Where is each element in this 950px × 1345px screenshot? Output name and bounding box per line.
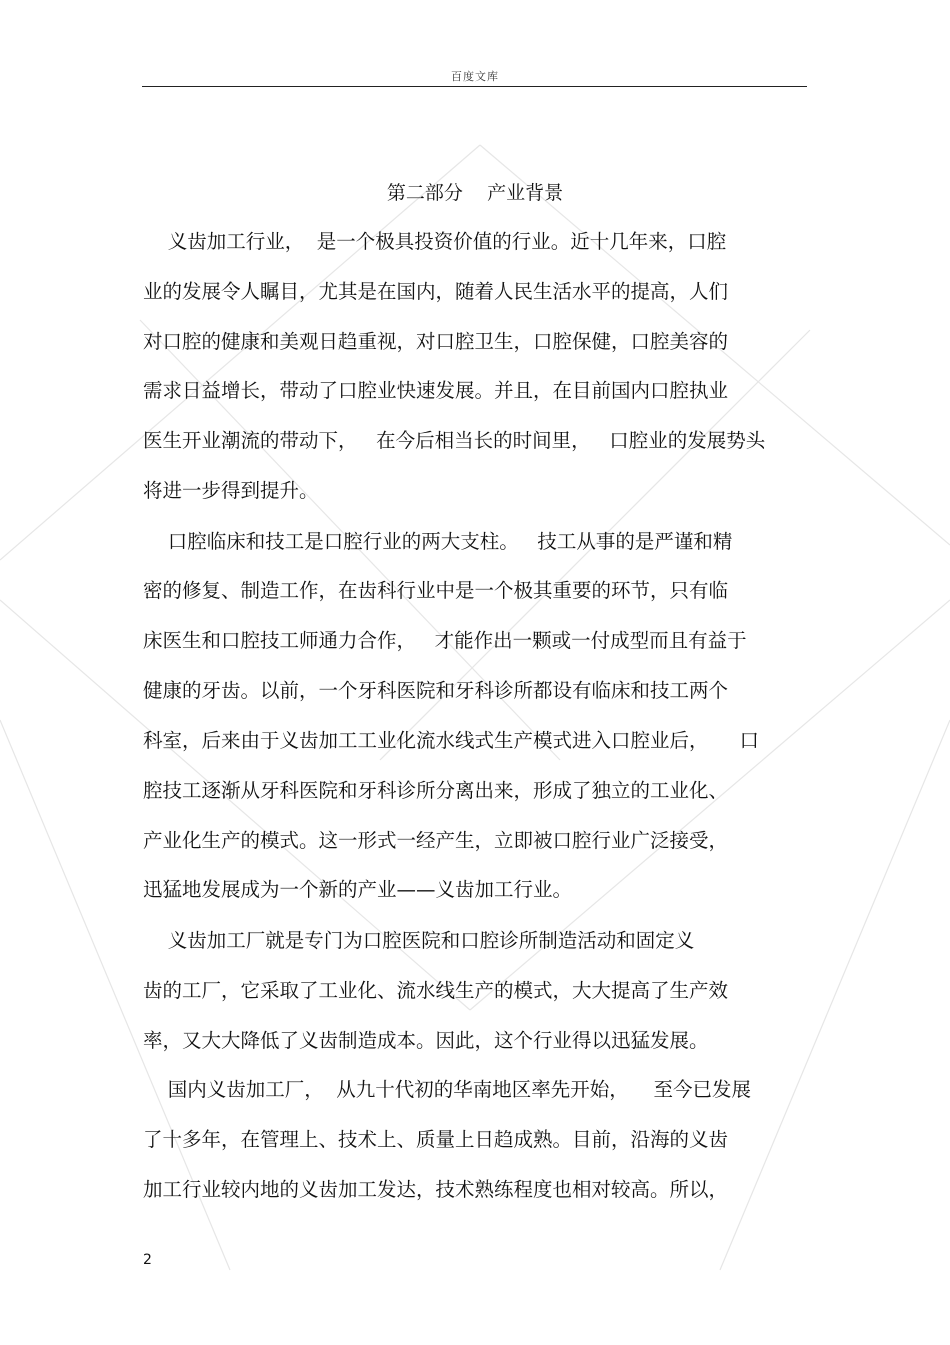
text-line: 科室，后来由于义齿加工工业化流水线式生产模式进入口腔业后， 口 (143, 729, 759, 752)
page-number: 2 (143, 1252, 152, 1268)
text-line: 腔技工逐渐从牙科医院和牙科诊所分离出来，形成了独立的工业化、 (143, 779, 729, 802)
text-line: 健康的牙齿。以前，一个牙科医院和牙科诊所都设有临床和技工两个 (143, 679, 729, 702)
text-line: 义齿加工厂就是专门为口腔医院和口腔诊所制造活动和固定义 (143, 929, 695, 952)
text-line: 口腔临床和技工是口腔行业的两大支柱。 技工从事的是严谨和精 (143, 530, 733, 553)
text-line: 了十多年，在管理上、技术上、质量上日趋成熟。目前，沿海的义齿 (143, 1128, 729, 1151)
text-line: 床医生和口腔技工师通力合作， 才能作出一颗或一付成型而且有益于 (143, 629, 747, 652)
text-line: 义齿加工行业， 是一个极具投资价值的行业。近十几年来，口腔 (143, 230, 727, 253)
text-line: 对口腔的健康和美观日趋重视，对口腔卫生，口腔保健，口腔美容的 (143, 330, 729, 353)
text-line: 率，又大大降低了义齿制造成本。因此，这个行业得以迅猛发展。 (143, 1029, 709, 1052)
text-line: 需求日益增长，带动了口腔业快速发展。并且，在目前国内口腔执业 (143, 379, 729, 402)
text-line: 加工行业较内地的义齿加工发达，技术熟练程度也相对较高。所以， (143, 1178, 729, 1201)
text-line: 齿的工厂，它采取了工业化、流水线生产的模式，大大提高了生产效 (143, 979, 729, 1002)
section-title: 第二部分 产业背景 (386, 182, 564, 204)
header-divider (142, 86, 807, 87)
text-line: 医生开业潮流的带动下， 在今后相当长的时间里， 口腔业的发展势头 (143, 429, 766, 452)
header-site-name: 百度文库 (451, 70, 499, 83)
text-line: 产业化生产的模式。这一形式一经产生，立即被口腔行业广泛接受， (143, 829, 729, 852)
text-line: 迅猛地发展成为一个新的产业——义齿加工行业。 (143, 878, 573, 901)
text-line: 密的修复、制造工作，在齿科行业中是一个极其重要的环节，只有临 (143, 579, 729, 602)
text-line: 将进一步得到提升。 (143, 479, 319, 502)
text-line: 国内义齿加工厂， 从九十代初的华南地区率先开始， 至今已发展 (143, 1078, 751, 1101)
text-line: 业的发展令人瞩目，尤其是在国内，随着人民生活水平的提高，人们 (143, 280, 729, 303)
